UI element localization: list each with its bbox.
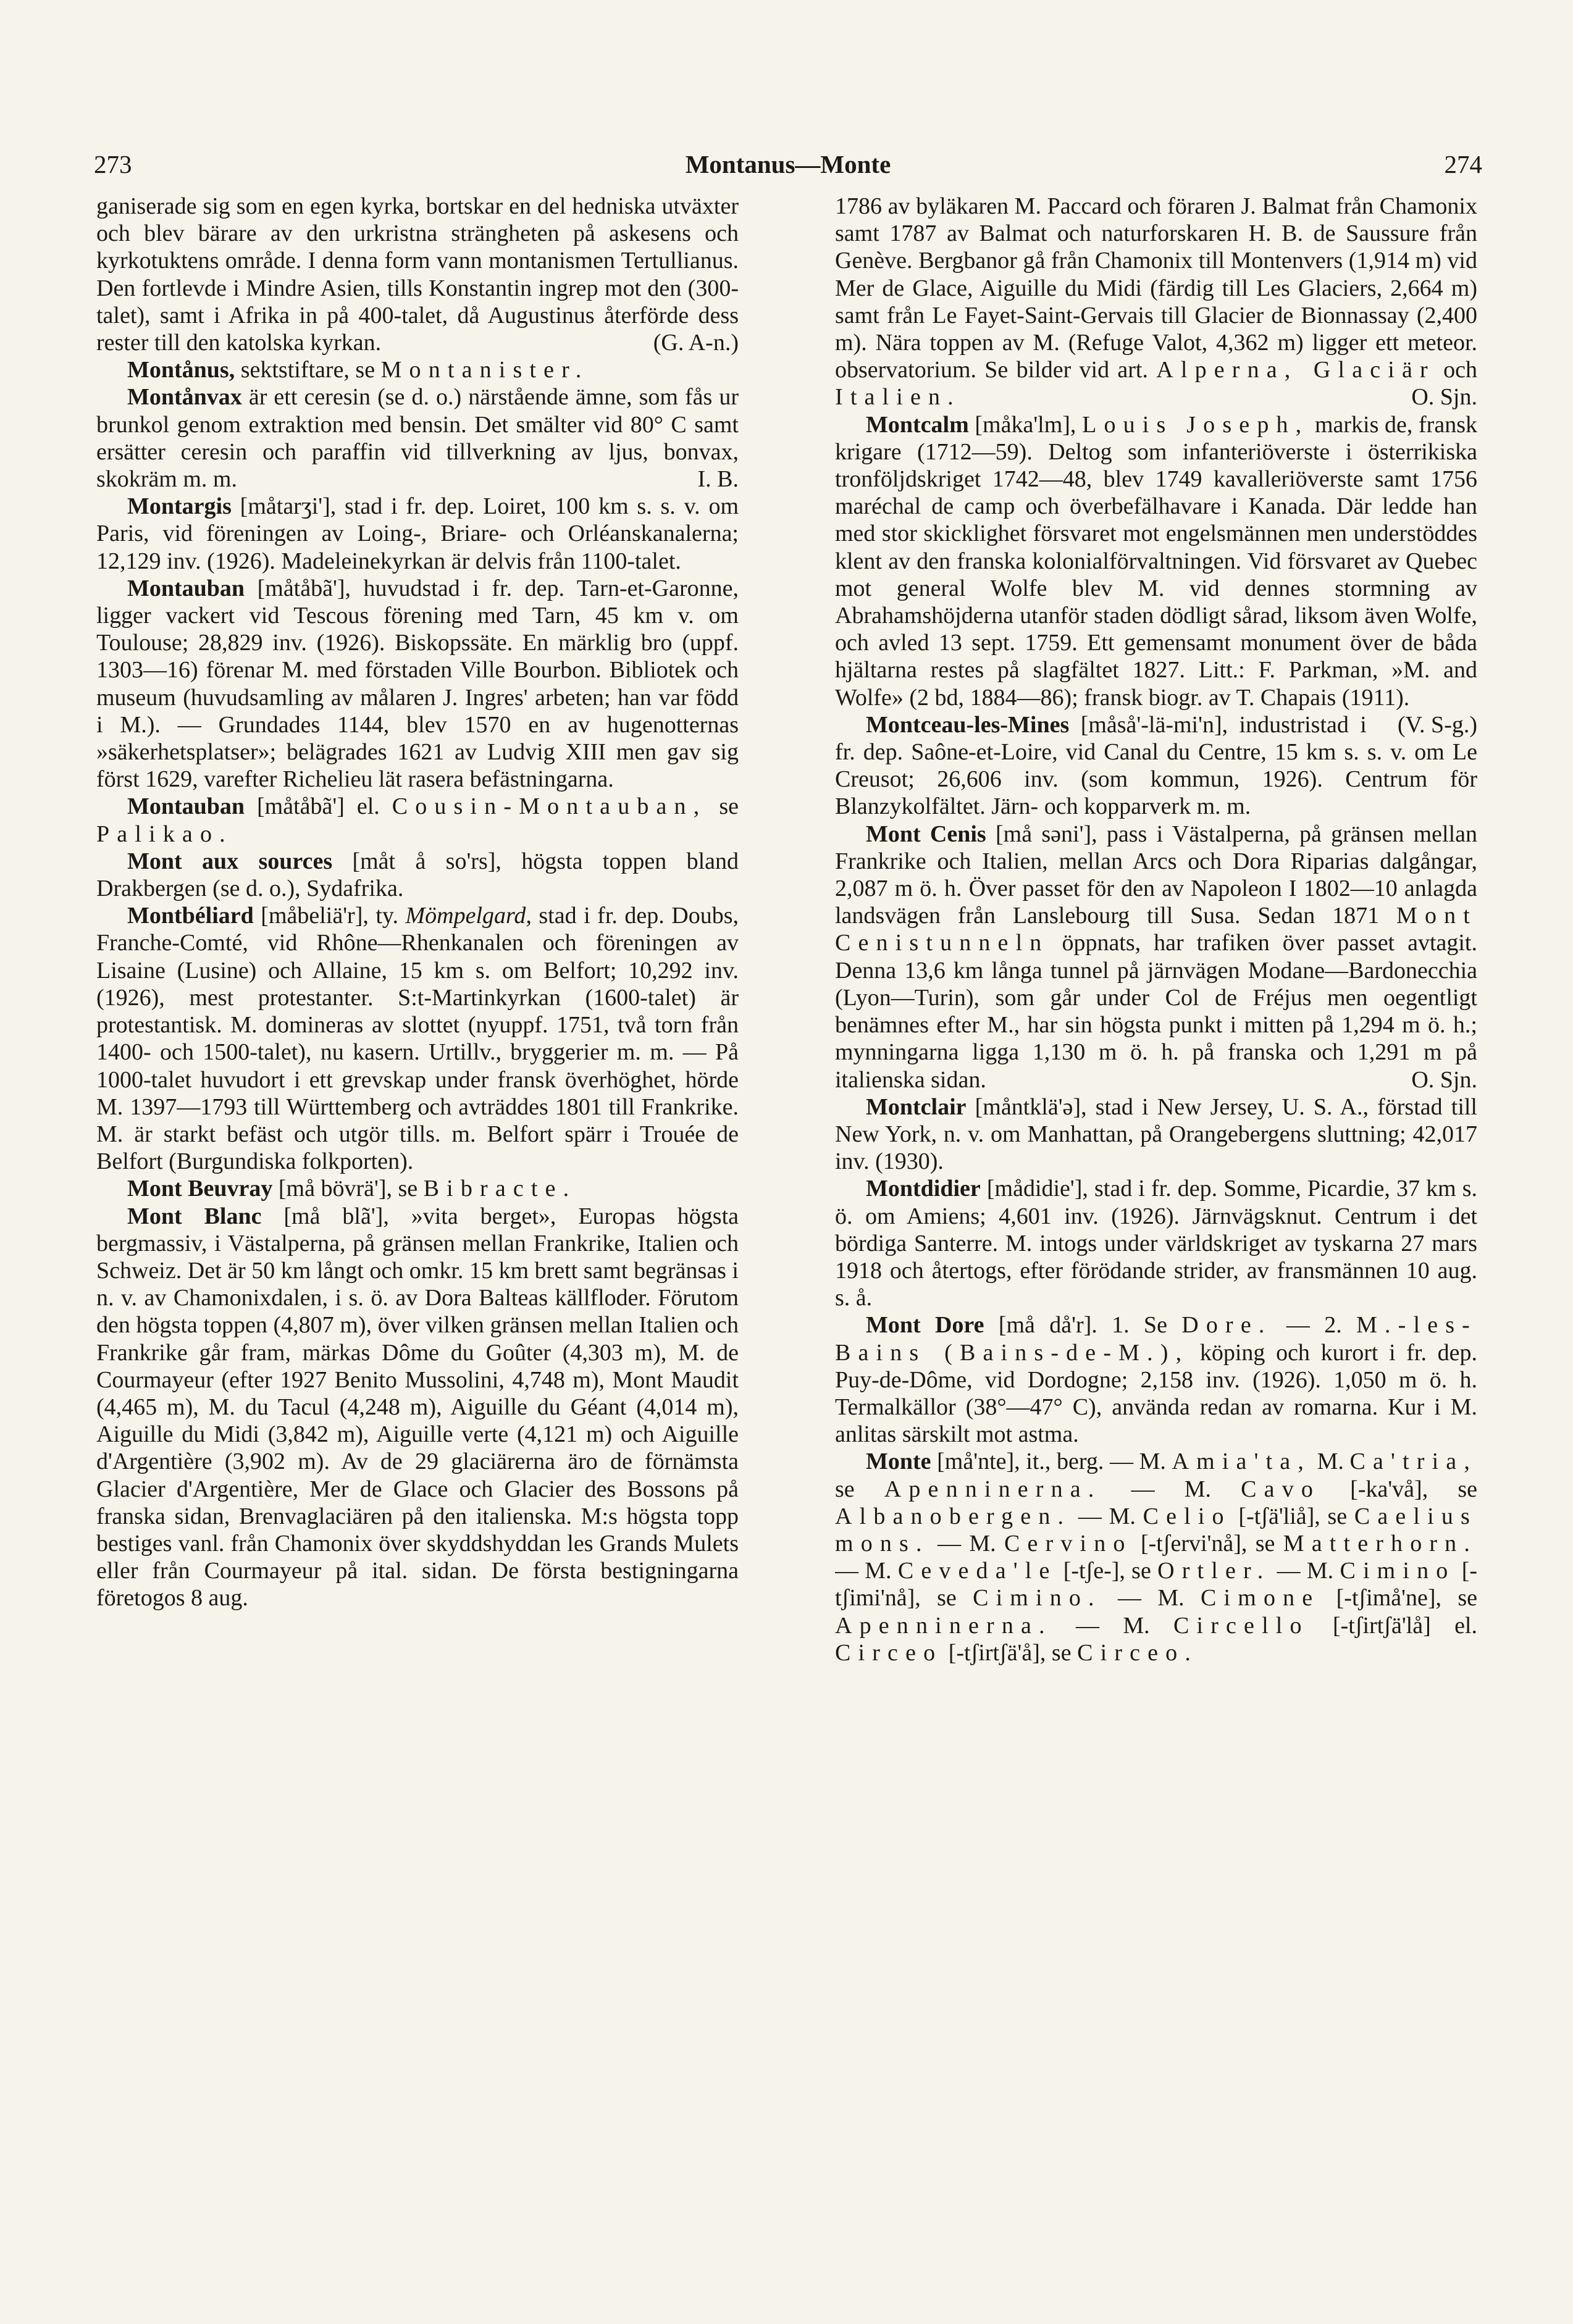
continued-paragraph: 1786 av byläkaren M. Paccard och föraren J. Balmat från Chamonix samt 1787 av Balmat och naturforskaren H. B. de Saussure från Genève. Bergbanor gå från Chamonix till Montenvers (1,914 m) vid Mer de Glace, Aiguille du Midi (färdig till Les Glaciers, 2,664 m) samt från Le Fayet-Saint-Gervais till Glacier de Bionnassay (2,400 m). Nära toppen av M. (Refuge Valot, 4,362 m) ligger ett meteor. observatorium. Se bilder vid art. Alperna, Glaciär och Italien. O. Sjn. [835, 193, 1477, 411]
headword: Montauban [127, 575, 245, 601]
right-column [835, 193, 1477, 2156]
headword: Monte [866, 1448, 931, 1475]
cross-reference: Alperna, Glaciär [1156, 357, 1435, 383]
headword: Mont aux sources [127, 848, 333, 874]
entry-montdidier: Montdidier [mådidie'], stad i fr. dep. Somme, Picardie, 37 km s. ö. om Amiens; 4,601 inv. (1926). Järnvägsknut. Centrum i det bördiga Santerre. M. intogs under världskriget av tyskarna 27 mars 1918 och återtogs, efter förödande strider, av fransmännen 10 aug. s. å. [835, 1176, 1477, 1311]
cross-reference: Italien. [835, 384, 961, 411]
author-signature: (V. S-g.) [1397, 711, 1477, 738]
page-number-left: 273 [94, 150, 132, 178]
entry-mont-beuvray: Mont Beuvray [må bövrä'], se Bibracte. [127, 1176, 577, 1202]
entry-mont-aux-sources: Mont aux sources [måt å so'rs], högsta toppen bland Drakbergen (se d. o.), Sydafrika. [96, 848, 739, 902]
spaced-name: Louis Joseph, [1082, 411, 1309, 438]
cross-reference: Bibracte. [423, 1176, 577, 1202]
left-column [96, 193, 739, 2156]
entry-montclair: Montclair [måntklä'ə], stad i New Jersey, U. S. A., förstad till New York, n. v. om Manhattan, på Orangebergens sluttning; 42,017 inv. (1930). [835, 1093, 1477, 1175]
headword: Montånvax [127, 384, 242, 411]
entry-montauban-2: Montauban [måtåbã'] el. Cousin-Montauban, se Palikao. [96, 793, 739, 847]
headword: Montånus, [127, 357, 235, 383]
headword: Mont Blanc [127, 1203, 262, 1229]
entry-mont-blanc: Mont Blanc [må blã'], »vita berget», Europas högsta bergmassiv, i Västalperna, på gränsen mellan Frankrike, Italien och Schweiz. Det är 50 km långt och omkr. 15 km brett samt begränsas i n. v. av Chamonixdalen, i s. ö. av Dora Balteas källfloder. Förutom den högsta toppen (4,807 m), över vilken gränsen mellan Italien och Frankrike går fram, märkas Dôme du Goûter (4,303 m), M. de Courmayeur (efter 1927 Benito Mussolini, 4,748 m), Mont Maudit (4,465 m), M. du Tacul (4,248 m), Aiguille du Géant (4,014 m), Aiguille du Midi (3,842 m), Aiguille verte (4,121 m) och Aiguille d'Argentière (3,902 m). Av de 29 glaciärerna äro de förnämsta Glacier d'Argentière, Mer de Glace och Glacier des Bossons på franska sidan, Brenvaglaciären på den italienska. M:s högsta topp bestiges vanl. från Chamonix över skyddshyddan les Grands Mulets eller från Courmayeur på ital. sidan. De första bestigningarna företogos 8 aug. [96, 1203, 739, 1611]
entry-monte: Monte [må'nte], it., berg. — M. Amia'ta, M. Ca'tria, se Apenninerna. — M. Cavo [-ka'vå], se Albanobergen. — M. Celio [-tʃä'liå], se Caelius mons. — M. Cervino [-tʃervi'nå], se Matterhorn. — M. Ceveda'le [-tʃe-], se Ortler. — M. Cimino [-tʃimi'nå], se Cimino. — M. Cimone [-tʃimå'ne], se Apenninerna. — M. Circello [-tʃirtʃä'lå] el. Circeo [-tʃirtʃä'å], se Circeo. [835, 1448, 1477, 1666]
entry-montceau-les-mines: Montceau-les-Mines [måså'-lä-mi'n], industristad i fr. dep. Saône-et-Loire, vid Canal du Centre, 15 km s. s. v. om Le Creusot; 26,606 inv. (som kommun, 1926). Centrum för Blanzykolfältet. Järn- och kopparverk m. m. [835, 711, 1477, 820]
headword: Montclair [866, 1093, 967, 1120]
german-name: Mömpelgard, [405, 903, 532, 929]
entry-mont-dore: Mont Dore [må då'r]. 1. Se Dore. — 2. M.-les-Bains (Bains-de-M.), köping och kurort i fr. dep. Puy-de-Dôme, vid Dordogne; 2,158 inv. (1926). 1,050 m ö. h. Termalkällor (38°—47° C), använda redan av romarna. Kur i M. anlitas särskilt mot astma. [835, 1312, 1477, 1448]
continued-paragraph: ganiserade sig som en egen kyrka, bortskar en del hedniska utväxter och blev bärare av den urkristna strängheten på askesens och kyrkotuktens område. I denna form vann montanismen Tertullianus. Den fortlevde i Mindre Asien, tills Konstantin ingrep mot den (300-talet), samt i Afrika in på 400-talet, då Augustinus återförde dess rester till den katolska kyrkan. (G. A-n.) [96, 193, 739, 356]
entry-montauban-1: Montauban [måtåbã'], huvudstad i fr. dep. Tarn-et-Garonne, ligger vackert vid Tescous förening med Tarn, 45 km v. om Toulouse; 28,829 inv. (1926). Biskopssäte. En märklig bro (uppf. 1303—16) förenar M. med förstaden Ville Bourbon. Bibliotek och museum (huvudsamling av målaren J. Ingres' arbeten; han var född i M.). — Grundades 1144, blev 1570 en av hugenotternas »säkerhetsplatser»; belägrades 1621 av Ludvig XIII men gav sig först 1629, varefter Richelieu lät rasera befästningarna. [96, 575, 739, 793]
entry-montargis: Montargis [måtarʒi'], stad i fr. dep. Loiret, 100 km s. s. v. om Paris, vid föreningen av Loing-, Briare- och Orléanskanalerna; 12,129 inv. (1926). Madeleinekyrkan är delvis från 1100-talet. [96, 493, 739, 574]
headword: Montauban [127, 793, 245, 820]
entry-montbeliard: Montbéliard [måbeliä'r], ty. Mömpelgard, stad i fr. dep. Doubs, Franche-Comté, vid Rhône—Rhenkanalen och föreningen av Lisaine (Lusine) och Allaine, 15 km s. om Belfort; 10,292 inv. (1926), mest protestanter. S:t-Martinkyrkan (1600-talet) är protestantisk. M. domineras av slottet (nyuppf. 1751, två torn från 1400- och 1500-talet), nu kasern. Urtillv., bryggerier m. m. — På 1000-talet huvudort i ett grevskap under fransk överhöghet, hörde M. 1397—1793 till Württemberg och avträddes 1801 till Frankrike. M. är starkt befäst och utgör tills. m. Belfort spärr i Trouée de Belfort (Burgundiska folkporten). [96, 903, 739, 1175]
headword: Mont Dore [866, 1312, 984, 1339]
cross-reference: Dore. [1181, 1312, 1272, 1339]
spaced-name: M.-les-Bains (Bains-de-M.), [835, 1312, 1477, 1366]
author-signature: I. B. [697, 466, 739, 493]
page-number-right: 274 [1444, 150, 1482, 178]
entry-montcalm: Montcalm [måka'lm], Louis Joseph, markis de, fransk krigare (1712—59). Deltog som infanteriöverste i österrikiska tronföljdskriget 1742—48, blev 1749 kavalleriöverste samt 1756 maréchal de camp och överbefälhavare i Kanada. Där ledde han med stor skicklighet försvaret mot engelsmännen men understöddes klent av den franska kolonialförvaltningen. Vid försvaret av Quebec mot general Wolfe blev M. vid dennes stormning av Abrahamshöjderna utanför staden dödligt sårad, liksom även Wolfe, och avled 13 sept. 1759. Ett gemensamt monument över de båda hjältarna restes på slagfältet 1827. Litt.: F. Parkman, »M. and Wolfe» (2 bd, 1884—86); fransk biogr. av T. Chapais (1911). (V. S-g.) [835, 411, 1477, 738]
page-header [94, 146, 1482, 183]
cross-reference: Palikao. [96, 821, 233, 847]
author-signature: (G. A-n.) [653, 330, 739, 356]
headword: Montbéliard [127, 903, 254, 929]
entry-montanus: Montånus, sektstiftare, se Montanister. [127, 357, 589, 383]
headword: Montargis [127, 493, 232, 520]
entry-mont-cenis: Mont Cenis [må səni'], pass i Västalperna, på gränsen mellan Frankrike och Italien, mellan Arcs och Dora Riparias dalgångar, 2,087 m ö. h. Över passet för den av Napoleon I 1802—10 anlagda landsvägen från Lanslebourg till Susa. Sedan 1871 Mont Cenistunneln öppnats, har trafiken över passet avtagit. Denna 13,6 km långa tunnel på järnvägen Modane—Bardonecchia (Lyon—Turin), som går under Col de Fréjus men oegentligt benämnes efter M., har sin högsta punkt i mitten på 1,294 m ö. h.; mynningarna ligga 1,130 m ö. h. på franska och 1,291 m på italienska sidan. O. Sjn. [835, 821, 1477, 1093]
running-title: Montanus—Monte [685, 150, 891, 178]
entry-montanvax: Montånvax är ett ceresin (se d. o.) närstående ämne, som fås ur brunkol genom extraktion med bensin. Det smälter vid 80° C samt ersätter ceresin och paraffin vid tillverkning av ljus, bonvax, skokräm m. m. I. B. [96, 384, 739, 493]
headword: Mont Beuvray [127, 1176, 273, 1202]
headword: Montcalm [866, 411, 969, 438]
headword: Mont Cenis [866, 821, 986, 847]
author-signature: O. Sjn. [1411, 384, 1477, 411]
headword: Montdidier [866, 1176, 981, 1202]
author-signature: O. Sjn. [1411, 1066, 1477, 1093]
cross-reference: Montanister. [380, 357, 589, 383]
spaced-name: Mont Cenistunneln [835, 903, 1477, 956]
headword: Montceau-les-Mines [866, 711, 1070, 738]
spaced-name: Cousin-Montauban, [392, 793, 707, 820]
